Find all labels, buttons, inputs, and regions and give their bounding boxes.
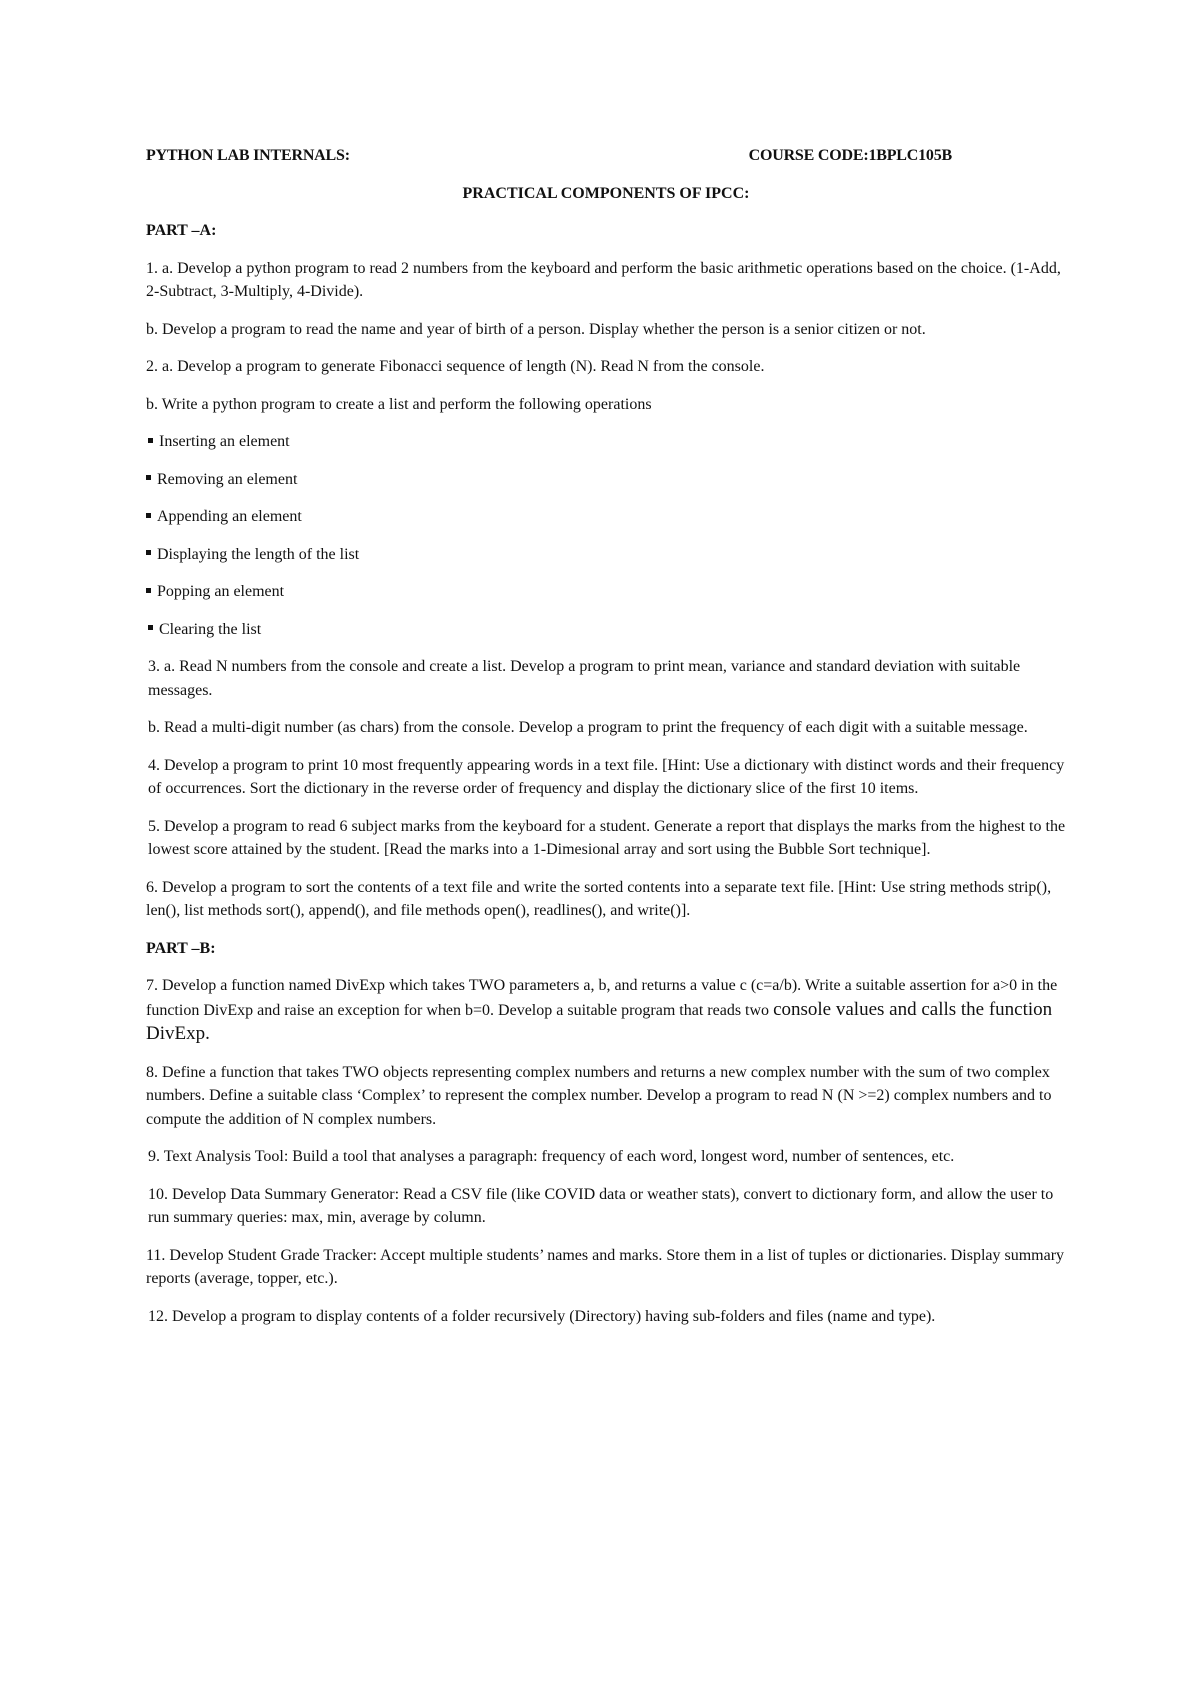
list-item	[146, 618, 1066, 642]
list-item	[146, 580, 1066, 604]
part-a-heading: PART –A:	[146, 222, 217, 239]
exercise-10: 10. Develop Data Summary Generator: Read a CSV file (like COVID data or weather stats), convert to dictionary form, and allow the user to run summary queries: max, min, average by column.	[148, 1185, 1054, 1226]
bullet-text: Popping an element	[157, 583, 285, 600]
bullet-icon	[146, 550, 151, 555]
exercise-2a: 2. a. Develop a program to generate Fibonacci sequence of length (N). Read N from the console.	[146, 358, 765, 375]
list-item	[146, 505, 1066, 529]
exercise-4: 4. Develop a program to print 10 most frequently appearing words in a text file. [Hint: Use a dictionary with distinct words and their frequency of occurrences. Sort the dictionary in the reverse order of frequency and display the dictionary slice of the first 10 items.	[148, 756, 1065, 797]
bullet-text: Displaying the length of the list	[157, 545, 360, 563]
bullet-icon	[148, 625, 153, 630]
list-item	[146, 430, 1066, 454]
lab-title: PYTHON LAB INTERNALS:	[146, 147, 350, 164]
exercise-1a: 1. a. Develop a python program to read 2 numbers from the keyboard and perform the basic arithmetic operations based on the choice. (1-Add, 2-Subtract, 3-Multiply, 4-Divide).	[146, 259, 1061, 300]
bullet-text: Inserting an element	[159, 433, 290, 450]
exercise-1b: b. Develop a program to read the name and year of birth of a person. Display whether the person is a senior citizen or not.	[146, 320, 926, 338]
exercise-7-tail: console values and calls the function DivExp.	[146, 998, 1053, 1044]
bullet-icon	[148, 438, 153, 443]
page-title: PRACTICAL COMPONENTS OF IPCC:	[462, 184, 750, 202]
list-item	[146, 543, 1066, 567]
exercise-7-text: 7. Develop a function named DivExp which takes TWO parameters a, b, and returns a value c (c=a/b). Write a suitable assertion for a>0 in the function DivExp and raise an exception for when b=0. Develop a suitable program that reads two	[146, 977, 1058, 1019]
exercise-9: 9. Text Analysis Tool: Build a tool that analyses a paragraph: frequency of each word, longest word, number of sentences, etc.	[148, 1148, 955, 1165]
exercise-11: 11. Develop Student Grade Tracker: Accept multiple students’ names and marks. Store them in a list of tuples or dictionaries. Display summary reports (average, topper, etc.).	[146, 1246, 1065, 1287]
exercise-6: 6. Develop a program to sort the contents of a text file and write the sorted contents into a separate text file. [Hint: Use string methods strip(), len(), list methods sort(), append(), and file methods open(), readlines(), and write()].	[146, 878, 1052, 919]
bullet-icon	[146, 475, 151, 480]
exercise-3a: 3. a. Read N numbers from the console and create a list. Develop a program to print mean, variance and standard deviation with suitable messages.	[148, 658, 1021, 699]
exercise-3b: b. Read a multi-digit number (as chars) from the console. Develop a program to print the frequency of each digit with a suitable message.	[148, 719, 1028, 736]
document-header	[146, 144, 952, 168]
bullet-icon	[146, 588, 151, 593]
exercise-5: 5. Develop a program to read 6 subject marks from the keyboard for a student. Generate a report that displays the marks from the highest to the lowest score attained by the student. [Read the marks into a 1-Dimesional array and sort using the Bubble Sort technique].	[148, 817, 1066, 858]
exercise-7	[146, 974, 1066, 1047]
exercise-8: 8. Define a function that takes TWO objects representing complex numbers and returns a new complex number with the sum of two complex numbers. Define a suitable class ‘Complex’ to represent the complex number. Develop a program to read N (N >=2) complex numbers and to compute the addition of N complex numbers.	[146, 1063, 1052, 1128]
bullet-text: Removing an element	[157, 470, 298, 488]
list-item	[146, 468, 1066, 492]
bullet-text: Appending an element	[157, 508, 302, 525]
part-b-heading: PART –B:	[146, 939, 216, 957]
course-code: COURSE CODE:1BPLC105B	[748, 147, 952, 164]
bullet-icon	[146, 513, 151, 518]
bullet-text: Clearing the list	[159, 620, 262, 638]
exercise-12: 12. Develop a program to display contents of a folder recursively (Directory) having sub-folders and files (name and type).	[148, 1307, 936, 1325]
exercise-2b: b. Write a python program to create a list and perform the following operations	[146, 395, 652, 413]
document-content	[146, 144, 1066, 1328]
